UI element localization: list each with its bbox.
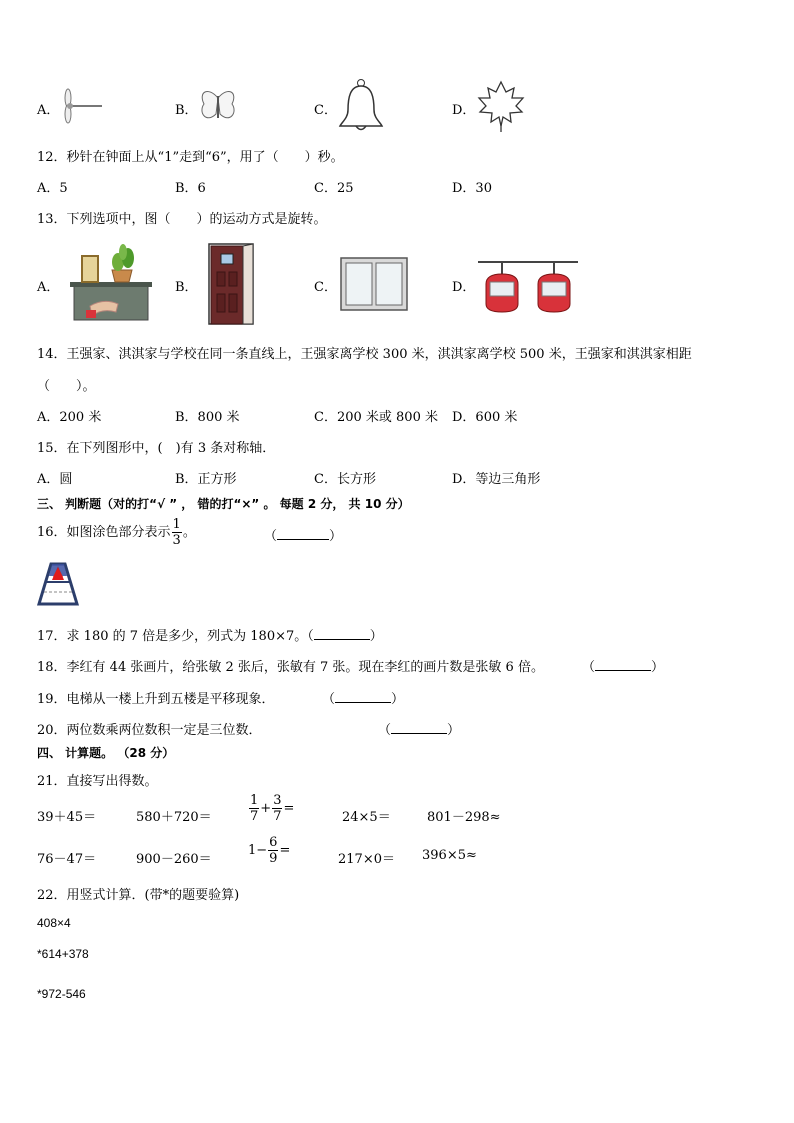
q15-option-b[interactable]: B．正方形 bbox=[175, 472, 237, 487]
q14-option-c[interactable]: C．200 米或 800 米 bbox=[314, 410, 438, 425]
q16-fraction bbox=[172, 518, 182, 547]
q21-frac-op: + bbox=[260, 801, 272, 816]
q21-frac-3 bbox=[268, 836, 278, 865]
q21-row2-item1: 76－47＝ bbox=[37, 852, 97, 867]
section3-title: 三、 判断题（对的打“√ ” ， 错的打“×” 。 每题 2 分， 共 10 分） bbox=[37, 497, 410, 511]
q13-option-d-label: D． bbox=[452, 280, 476, 295]
q16-answer[interactable] bbox=[264, 525, 342, 544]
q21-stem: 21．直接写出得数。 bbox=[37, 774, 158, 789]
q12-option-b[interactable]: B．6 bbox=[175, 181, 206, 196]
q15-stem: 15．在下列图形中，( )有 3 条对称轴． bbox=[37, 441, 276, 456]
q15-option-d[interactable]: D．等边三角形 bbox=[452, 472, 541, 487]
q21-frac-1 bbox=[249, 794, 259, 823]
maple-leaf-icon bbox=[476, 80, 526, 132]
q18-answer-blank[interactable] bbox=[595, 658, 651, 671]
q17-paren-close: ） bbox=[369, 629, 383, 644]
q20-answer-blank[interactable] bbox=[391, 721, 447, 734]
cable-car-icon bbox=[478, 254, 578, 314]
q12-option-d[interactable]: D．30 bbox=[452, 181, 492, 196]
q21-frac-3-den: 9 bbox=[269, 851, 278, 866]
q16-stem: 16．如图涂色部分表示 bbox=[37, 525, 171, 540]
butterfly-icon bbox=[198, 86, 238, 126]
q11-option-d[interactable] bbox=[452, 99, 475, 118]
q13-option-b[interactable] bbox=[175, 276, 198, 295]
q19-stem: 19．电梯从一楼上升到五楼是平移现象． bbox=[37, 692, 275, 707]
q21-frac-1-den: 7 bbox=[250, 809, 259, 824]
q14-stem-line1: 14．王强家、淇淇家与学校在同一条直线上，王强家离学校 300 米，淇淇家离学校 500 米，王强家和淇淇家相距 bbox=[37, 347, 692, 362]
q16-tail: 。 bbox=[182, 525, 196, 540]
q19-paren-open: （ bbox=[322, 692, 336, 707]
q13-option-a-label: A． bbox=[37, 280, 60, 295]
q11-option-b[interactable] bbox=[175, 99, 198, 118]
q11-option-a[interactable] bbox=[37, 99, 59, 118]
q19-answer-blank[interactable] bbox=[335, 690, 391, 703]
q18-paren-close: ） bbox=[651, 660, 665, 675]
q18-paren-open: （ bbox=[582, 660, 596, 675]
q16-paren-open: （ bbox=[264, 529, 278, 544]
dragonfly-icon bbox=[58, 88, 104, 124]
q16-answer-blank[interactable] bbox=[277, 527, 329, 540]
q21-row2-fraction-expr bbox=[248, 836, 290, 865]
bell-icon bbox=[336, 78, 386, 134]
q21-row2-lead: 1− bbox=[248, 843, 268, 858]
q17 bbox=[37, 625, 383, 644]
q21-frac-eq: = bbox=[283, 801, 295, 816]
q14-option-a[interactable]: A．200 米 bbox=[37, 410, 102, 425]
q21-frac-2-den: 7 bbox=[273, 809, 282, 824]
q21-row1-fraction-expr bbox=[248, 794, 294, 823]
section4-title: 四、 计算题。 （28 分） bbox=[37, 746, 175, 760]
q21-frac-3-num: 6 bbox=[269, 835, 278, 850]
q21-row1-item1: 39＋45＝ bbox=[37, 810, 97, 825]
q13-stem: 13．下列选项中，图（ ）的运动方式是旋转。 bbox=[37, 212, 327, 227]
q16 bbox=[37, 518, 196, 547]
q16-paren-close: ） bbox=[329, 529, 343, 544]
q11-option-d-label: D． bbox=[452, 103, 476, 118]
q21-frac-1-num: 1 bbox=[250, 793, 259, 808]
q22-stem: 22．用竖式计算．(带*的题要验算) bbox=[37, 888, 240, 903]
q14-stem-line2: （ ）。 bbox=[37, 379, 96, 394]
q13-option-a[interactable] bbox=[37, 276, 59, 295]
q12-option-c[interactable]: C．25 bbox=[314, 181, 354, 196]
q15-option-c[interactable]: C．长方形 bbox=[314, 472, 376, 487]
q11-option-c-label: C． bbox=[314, 103, 337, 118]
q16-frac-den: 3 bbox=[172, 533, 181, 548]
q19-answer[interactable] bbox=[322, 688, 404, 707]
q12-option-a[interactable]: A．5 bbox=[37, 181, 68, 196]
q13-option-c-label: C． bbox=[314, 280, 337, 295]
q18-stem: 18．李红有 44 张画片，给张敏 2 张后，张敏有 7 张。现在李红的画片数是张敏 6 倍。 bbox=[37, 660, 544, 675]
q21-row2-eq: = bbox=[279, 843, 291, 858]
q21-row1-item3: 24×5＝ bbox=[342, 810, 391, 825]
trapezoid-figure-icon bbox=[37, 562, 79, 606]
door-icon bbox=[205, 242, 257, 326]
q13-option-b-label: B． bbox=[175, 280, 198, 295]
q21-row1-item2: 580＋720＝ bbox=[136, 810, 212, 825]
drawer-plant-icon bbox=[70, 242, 152, 322]
q11-option-a-label: A． bbox=[37, 103, 60, 118]
q22-item-3: *972-546 bbox=[37, 987, 86, 1001]
q11-option-c[interactable] bbox=[314, 99, 337, 118]
q20-paren-open: （ bbox=[378, 723, 392, 738]
q19-paren-close: ） bbox=[391, 692, 405, 707]
q14-option-b[interactable]: B．800 米 bbox=[175, 410, 240, 425]
q16-frac-num: 1 bbox=[172, 517, 181, 532]
q21-row2-item3: 217×0＝ bbox=[338, 852, 395, 867]
q15-option-a[interactable]: A．圆 bbox=[37, 472, 73, 487]
q20-stem: 20．两位数乘两位数积一定是三位数． bbox=[37, 723, 262, 738]
q11-option-b-label: B． bbox=[175, 103, 198, 118]
q21-row2-item2: 900－260＝ bbox=[136, 852, 212, 867]
q22-item-1: 408×4 bbox=[37, 916, 71, 930]
q13-option-d[interactable] bbox=[452, 276, 475, 295]
q20-paren-close: ） bbox=[447, 723, 461, 738]
q21-row1-item4: 801－298≈ bbox=[427, 810, 501, 825]
q12-stem: 12．秒针在钟面上从“1”走到“6”，用了（ ）秒。 bbox=[37, 150, 344, 165]
q14-option-d[interactable]: D．600 米 bbox=[452, 410, 518, 425]
q20-answer[interactable] bbox=[378, 719, 460, 738]
q21-frac-2 bbox=[272, 794, 282, 823]
q21-row2-item4: 396×5≈ bbox=[422, 848, 477, 863]
window-icon bbox=[340, 257, 408, 311]
q18-answer[interactable] bbox=[582, 656, 664, 675]
q17-answer-blank[interactable] bbox=[314, 627, 370, 640]
q21-frac-2-num: 3 bbox=[273, 793, 282, 808]
q13-option-c[interactable] bbox=[314, 276, 337, 295]
q22-item-2: *614+378 bbox=[37, 947, 89, 961]
q17-stem: 17．求 180 的 7 倍是多少，列式为 180×7。（ bbox=[37, 629, 314, 644]
